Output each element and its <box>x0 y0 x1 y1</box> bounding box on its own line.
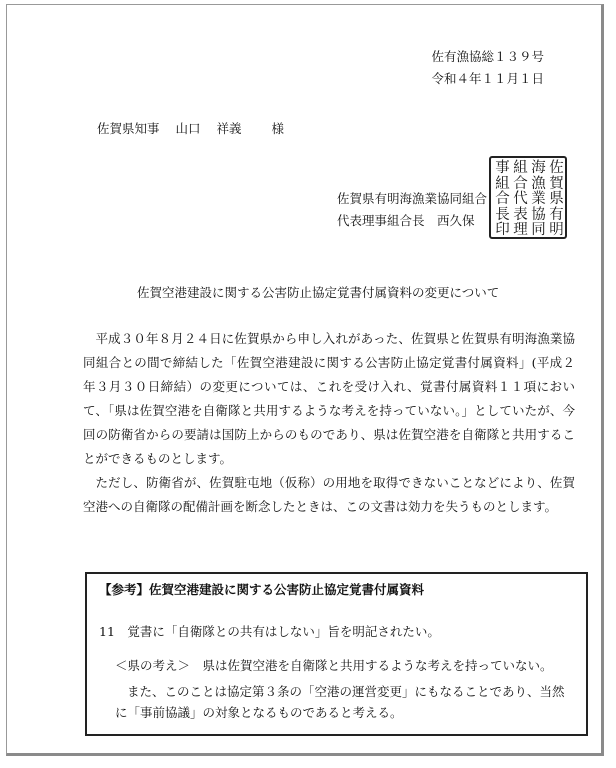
sender-representative: 代表理事組合長 西久保 <box>337 213 475 228</box>
seal-column-4: 事組合長印 <box>495 160 510 238</box>
prefecture-view: ＜県の考え＞ 県は佐賀空港を自衛隊と共用するような考えを持っていない。 <box>115 658 553 673</box>
seal-column-1: 佐賀県有明 <box>549 160 564 238</box>
reference-box <box>85 572 588 736</box>
addressee-given-name: 祥義 <box>216 121 242 136</box>
reference-note-line-1: また、このことは協定第３条の「空港の運営変更」にもなることであり、当然 <box>127 684 565 699</box>
document-page <box>6 4 604 756</box>
subject-line: 佐賀空港建設に関する公害防止協定覚書付属資料の変更について <box>137 285 500 300</box>
reference-note-line-2: に「事前協議」の対象となるものであると考える。 <box>115 705 403 720</box>
sender-organization: 佐賀県有明海漁業協同組合 <box>337 191 488 206</box>
body-paragraph-1: 平成３０年８月２４日に佐賀県から申し入れがあった、佐賀県と佐賀県有明海漁業協同組合との間で締結した「佐賀空港建設に関する公害防止協定覚書付属資料」(平成２年３月３０日締結）の変更については、これを受け入れ、覚書付属資料１１項において、「県は佐賀空港を自衛隊と共用するような考えを持っていない。」としていたが、今回の防衛省からの要請は国防上からのものであり、県は佐賀空港を自衛隊と共用することができるものとします。 <box>83 331 575 466</box>
addressee-title: 佐賀県知事 <box>97 121 160 136</box>
official-seal <box>489 156 567 239</box>
seal-column-2: 海漁業協同 <box>531 160 546 238</box>
body-paragraph-2: ただし、防衛省が、佐賀駐屯地（仮称）の用地を取得できないことなどにより、佐賀空港への自衛隊の配備計画を断念したときは、この文書は効力を失うものとします。 <box>83 475 575 514</box>
body-text <box>83 327 575 519</box>
reference-item: 11 覚書に「自衛隊との共有はしない」旨を明記されたい。 <box>99 624 440 639</box>
document-number: 佐有漁協総１３９号 <box>431 49 544 64</box>
reference-title: 【参考】佐賀空港建設に関する公害防止協定覚書付属資料 <box>99 582 425 597</box>
seal-column-3: 組合代表理 <box>513 160 528 238</box>
document-date: 令和４年１１月１日 <box>431 71 544 86</box>
addressee-honorific: 様 <box>271 121 285 136</box>
addressee-family-name: 山口 <box>175 121 201 136</box>
addressee <box>97 121 296 137</box>
